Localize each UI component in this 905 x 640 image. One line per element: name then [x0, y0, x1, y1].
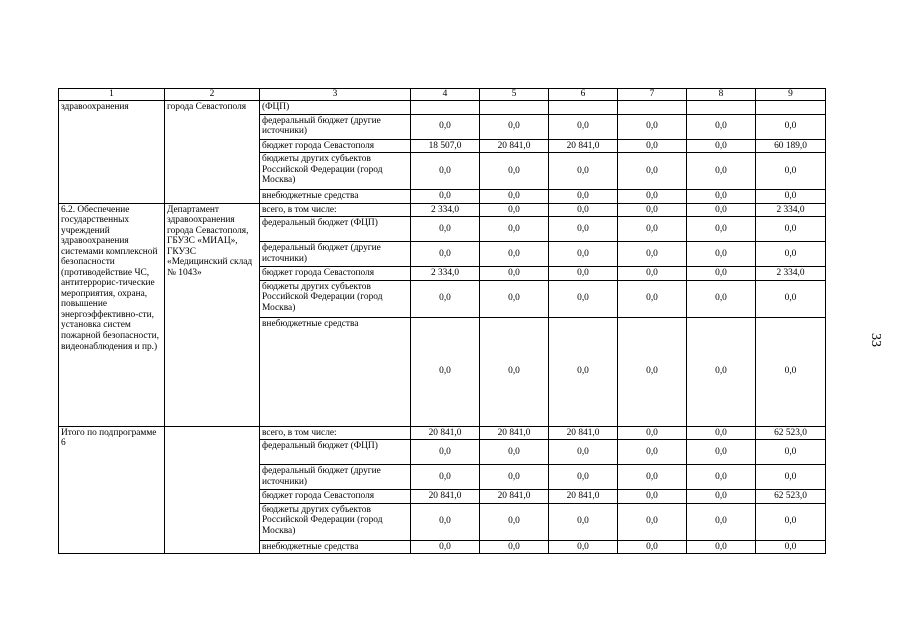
column-header: 7: [618, 89, 687, 101]
value-cell: 0,0: [756, 242, 826, 267]
value-cell: [618, 101, 687, 115]
value-cell: 0,0: [618, 153, 687, 190]
value-cell: 0,0: [687, 217, 756, 242]
value-cell: 0,0: [480, 280, 549, 317]
value-cell: 0,0: [687, 540, 756, 554]
table-row: [59, 101, 826, 115]
value-cell: 0,0: [549, 242, 618, 267]
value-cell: 0,0: [411, 242, 480, 267]
funding-source-cell: федеральный бюджет (другие источники): [260, 242, 411, 267]
value-cell: 2 334,0: [756, 267, 826, 281]
executor-cell: города Севастополя: [165, 101, 260, 204]
value-cell: 0,0: [411, 217, 480, 242]
value-cell: 20 841,0: [480, 139, 549, 153]
funding-source-cell: бюджеты других субъектов Российской Федерации (город Москва): [260, 503, 411, 540]
value-cell: 0,0: [756, 317, 826, 426]
value-cell: 0,0: [480, 203, 549, 217]
column-header: 9: [756, 89, 826, 101]
funding-source-cell: бюджет города Севастополя: [260, 267, 411, 281]
column-header: 1: [59, 89, 165, 101]
value-cell: 0,0: [618, 490, 687, 504]
column-header: 4: [411, 89, 480, 101]
value-cell: 0,0: [411, 540, 480, 554]
funding-source-cell: внебюджетные средства: [260, 540, 411, 554]
value-cell: [549, 101, 618, 115]
value-cell: 0,0: [549, 280, 618, 317]
value-cell: 60 189,0: [756, 139, 826, 153]
budget-table: [58, 88, 826, 554]
value-cell: 0,0: [480, 242, 549, 267]
value-cell: 0,0: [618, 217, 687, 242]
value-cell: [480, 101, 549, 115]
value-cell: [756, 101, 826, 115]
value-cell: 0,0: [687, 426, 756, 440]
value-cell: 0,0: [756, 503, 826, 540]
value-cell: 0,0: [480, 114, 549, 139]
value-cell: 0,0: [549, 317, 618, 426]
value-cell: 0,0: [411, 317, 480, 426]
value-cell: 0,0: [687, 203, 756, 217]
value-cell: 0,0: [618, 503, 687, 540]
value-cell: 0,0: [618, 203, 687, 217]
header-row: [59, 89, 826, 101]
value-cell: 0,0: [480, 540, 549, 554]
value-cell: 0,0: [756, 190, 826, 204]
value-cell: 0,0: [618, 465, 687, 490]
page-number: 33: [868, 333, 883, 347]
executor-cell: [165, 426, 260, 554]
value-cell: 0,0: [549, 465, 618, 490]
value-cell: 0,0: [756, 114, 826, 139]
value-cell: 0,0: [549, 153, 618, 190]
value-cell: [411, 101, 480, 115]
value-cell: 0,0: [618, 317, 687, 426]
column-header: 5: [480, 89, 549, 101]
value-cell: 0,0: [480, 153, 549, 190]
value-cell: 20 841,0: [549, 426, 618, 440]
funding-source-cell: бюджеты других субъектов Российской Федерации (город Москва): [260, 280, 411, 317]
column-header: 8: [687, 89, 756, 101]
value-cell: 0,0: [411, 503, 480, 540]
executor-cell: Департамент здравоохранения города Севастополя, ГБУЗС «МИАЦ», ГКУЗС «Медицинский склад № 1043»: [165, 203, 260, 426]
value-cell: 0,0: [411, 440, 480, 465]
value-cell: 0,0: [687, 242, 756, 267]
value-cell: 0,0: [687, 440, 756, 465]
value-cell: 0,0: [756, 153, 826, 190]
value-cell: 20 841,0: [480, 426, 549, 440]
value-cell: 0,0: [687, 267, 756, 281]
value-cell: 0,0: [549, 540, 618, 554]
value-cell: 0,0: [411, 190, 480, 204]
value-cell: 0,0: [618, 426, 687, 440]
measure-cell: здравоохранения: [59, 101, 165, 204]
value-cell: 0,0: [480, 190, 549, 204]
value-cell: 0,0: [549, 114, 618, 139]
value-cell: 0,0: [756, 465, 826, 490]
value-cell: 0,0: [618, 540, 687, 554]
value-cell: 0,0: [480, 503, 549, 540]
value-cell: 0,0: [756, 217, 826, 242]
value-cell: 62 523,0: [756, 490, 826, 504]
value-cell: 20 841,0: [549, 139, 618, 153]
funding-source-cell: всего, в том числе:: [260, 426, 411, 440]
value-cell: 0,0: [618, 114, 687, 139]
value-cell: 0,0: [480, 267, 549, 281]
value-cell: 0,0: [687, 114, 756, 139]
value-cell: 0,0: [618, 139, 687, 153]
value-cell: 2 334,0: [756, 203, 826, 217]
funding-source-cell: федеральный бюджет (другие источники): [260, 114, 411, 139]
value-cell: 0,0: [756, 280, 826, 317]
value-cell: 0,0: [756, 440, 826, 465]
value-cell: 0,0: [411, 153, 480, 190]
measure-cell: 6.2. Обеспечение государственных учреждений здравоохранения системами комплексной безопасности (противодействие ЧС, антитеррорис-тические мероприятия, охрана, повышение энергоэффективно-сти, установка систем пожарной безопасности, видеонаблюдения и пр.): [59, 203, 165, 426]
value-cell: [687, 101, 756, 115]
funding-source-cell: федеральный бюджет (другие источники): [260, 465, 411, 490]
column-header: 2: [165, 89, 260, 101]
value-cell: 0,0: [687, 317, 756, 426]
column-header: 3: [260, 89, 411, 101]
value-cell: 0,0: [549, 503, 618, 540]
value-cell: 2 334,0: [411, 267, 480, 281]
value-cell: 0,0: [618, 190, 687, 204]
funding-source-cell: бюджеты других субъектов Российской Федерации (город Москва): [260, 153, 411, 190]
funding-source-cell: федеральный бюджет (ФЦП): [260, 217, 411, 242]
funding-source-cell: бюджет города Севастополя: [260, 139, 411, 153]
table-row: [59, 426, 826, 440]
value-cell: 0,0: [618, 280, 687, 317]
value-cell: 0,0: [687, 490, 756, 504]
value-cell: 0,0: [618, 267, 687, 281]
funding-source-cell: внебюджетные средства: [260, 190, 411, 204]
funding-source-cell: федеральный бюджет (ФЦП): [260, 440, 411, 465]
value-cell: 0,0: [687, 139, 756, 153]
value-cell: 20 841,0: [480, 490, 549, 504]
value-cell: 20 841,0: [411, 490, 480, 504]
value-cell: 20 841,0: [411, 426, 480, 440]
value-cell: 0,0: [480, 217, 549, 242]
value-cell: 18 507,0: [411, 139, 480, 153]
value-cell: 62 523,0: [756, 426, 826, 440]
value-cell: 0,0: [480, 440, 549, 465]
value-cell: 0,0: [549, 440, 618, 465]
table-row: [59, 203, 826, 217]
value-cell: 0,0: [687, 190, 756, 204]
funding-source-cell: внебюджетные средства: [260, 317, 411, 426]
value-cell: 0,0: [687, 465, 756, 490]
value-cell: 0,0: [756, 540, 826, 554]
value-cell: 0,0: [480, 465, 549, 490]
funding-source-cell: всего, в том числе:: [260, 203, 411, 217]
value-cell: 0,0: [549, 267, 618, 281]
value-cell: 0,0: [549, 217, 618, 242]
value-cell: 0,0: [411, 465, 480, 490]
value-cell: 0,0: [687, 503, 756, 540]
value-cell: 0,0: [480, 317, 549, 426]
value-cell: 2 334,0: [411, 203, 480, 217]
value-cell: 0,0: [411, 114, 480, 139]
column-header: 6: [549, 89, 618, 101]
funding-source-cell: (ФЦП): [260, 101, 411, 115]
value-cell: 0,0: [411, 280, 480, 317]
funding-source-cell: бюджет города Севастополя: [260, 490, 411, 504]
value-cell: 0,0: [549, 203, 618, 217]
value-cell: 0,0: [687, 280, 756, 317]
value-cell: 0,0: [618, 440, 687, 465]
value-cell: 0,0: [549, 190, 618, 204]
value-cell: 0,0: [687, 153, 756, 190]
value-cell: 20 841,0: [549, 490, 618, 504]
value-cell: 0,0: [618, 242, 687, 267]
measure-cell: Итого по подпрограмме 6: [59, 426, 165, 554]
